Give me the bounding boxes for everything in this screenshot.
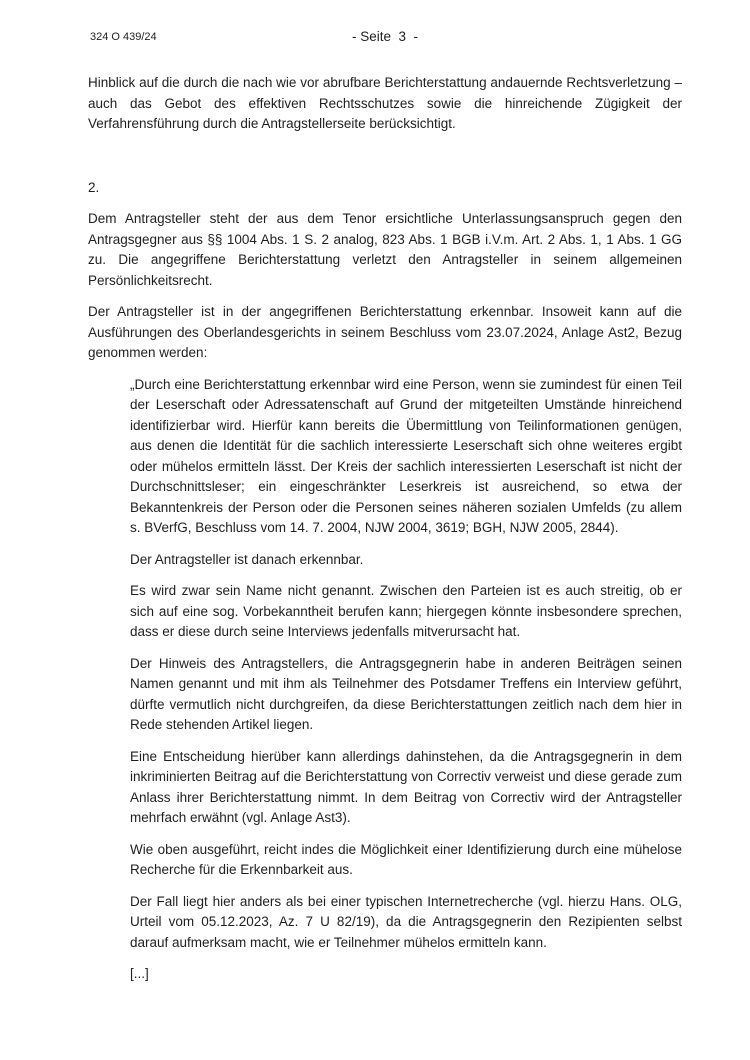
quote-paragraph-6: Wie oben ausgeführt, reicht indes die Möglichkeit einer Identifizierung durch eine mühelose Recherche für die Erkennbarkeit aus. [130, 841, 682, 877]
section-number: 2. [88, 179, 100, 195]
case-number: 324 O 439/24 [90, 31, 157, 43]
page-header [88, 22, 682, 44]
page-number-label: - Seite 3 - [351, 29, 419, 44]
quote-paragraph-2: Der Antragsteller ist danach erkennbar. [130, 551, 364, 567]
quote-paragraph-5: Eine Entscheidung hierüber kann allerdings dahinstehen, da die Antragsgegnerin in dem inkriminierten Beitrag auf die Berichterstattung von Correctiv verweist und diese gerade zum Anlass ihrer Berichterstattung nimmt. In dem Beitrag von Correctiv wird der Antragsteller mehrfach erwähnt (vgl. Anlage Ast3). [130, 748, 682, 825]
paragraph-recognizability: Der Antragsteller ist in der angegriffenen Berichterstattung erkennbar. Insoweit kann auf die Ausführungen des Oberlandesgerichts in seinem Beschluss vom 23.07.2024, Anlage Ast2, Bezug genommen werden: [88, 304, 682, 360]
quote-paragraph-7: Der Fall liegt hier anders als bei einer typischen Internetrecherche (vgl. hierzu Hans. OLG, Urteil vom 05.12.2023, Az. 7 U 82/19), da die Antragsgegnerin den Rezipienten selbst darauf aufmerksam macht, wie er Teilnehmer mühelos ermitteln kann. [130, 893, 682, 950]
paragraph-claim: Dem Antragsteller steht der aus dem Tenor ersichtliche Unterlassungsanspruch gegen den Antragsgegner aus §§ 1004 Abs. 1 S. 2 analog, 823 Abs. 1 BGB i.V.m. Art. 2 Abs. 1, 1 Abs. 1 GG zu. Die angegriffene Berichterstattung verletzt den Antragsteller in seinem allgemeinen Persönlichkeitsrecht. [88, 211, 682, 288]
quote-ellipsis: [...] [130, 966, 149, 981]
quote-paragraph-4: Der Hinweis des Antragstellers, die Antragsgegnerin habe in anderen Beiträgen seinen Namen genannt und mit ihm als Teilnehmer des Potsdamer Treffens ein Interview geführt, dürfte vermutlich nicht durchgreifen, da diese Berichterstattungen zeitlich nach dem hier in Rede stehenden Artikel liegen. [130, 655, 682, 732]
paragraph-intro: Hinblick auf die durch die nach wie vor abrufbare Berichterstattung andauernde Rechtsverletzung – auch das Gebot des effektiven Rechtsschutzes sowie die hinreichende Zügigkeit der Verfahrensführung durch die Antragstellerseite berücksichtigt. [88, 75, 682, 131]
document-body [88, 73, 682, 996]
quote-block [130, 375, 682, 985]
quote-paragraph-3: Es wird zwar sein Name nicht genannt. Zwischen den Parteien ist es auch streitig, ob er sich auf eine sog. Vorbekanntheit berufen kann; hiergegen könnte insbesondere sprechen, dass er diese durch seine Interviews jedenfalls mitverursacht hat. [130, 583, 682, 639]
quote-paragraph-1: „Durch eine Berichterstattung erkennbar wird eine Person, wenn sie zumindest für einen Teil der Leserschaft oder Adressatenschaft auf Grund der mitgeteilten Umstände hinreichend identifizierbar wird. Hierfür kann bereits die Übermittlung von Teilinformationen genügen, aus denen die Identität für die sachlich interessierte Leserschaft sich ohne weiteres ergibt oder mühelos ermitteln lässt. Der Kreis der sachlich interessierten Leserschaft ist nicht der Durchschnittsleser; ein eingeschränkter Leserkreis ist ausreichend, so etwa der Bekanntenkreis der Person oder die Personen seines näheren sozialen Umfelds (zu allem s. BVerfG, Beschluss vom 14. 7. 2004, NJW 2004, 3619; BGH, NJW 2005, 2844). [130, 376, 682, 535]
